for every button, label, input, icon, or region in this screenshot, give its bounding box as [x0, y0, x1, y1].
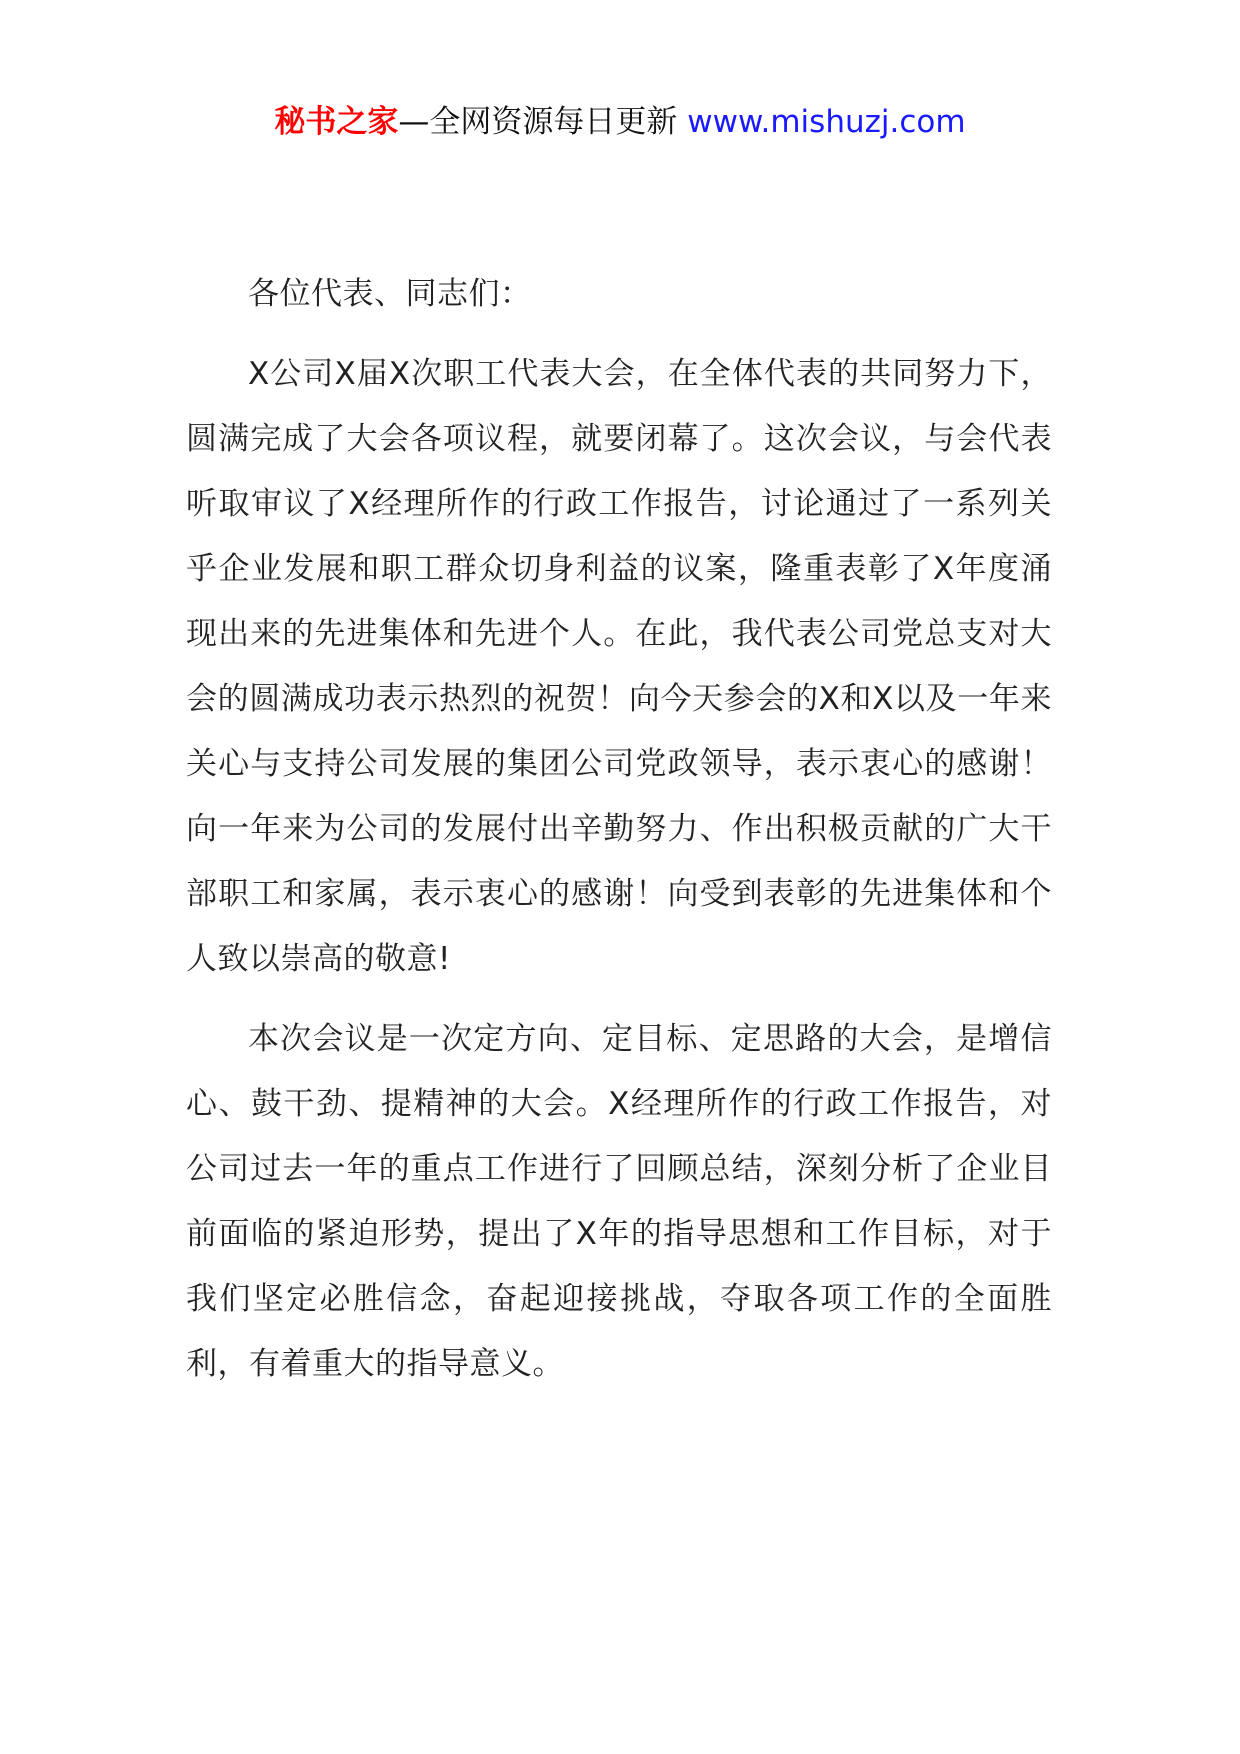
paragraph-1: X公司X届X次职工代表大会，在全体代表的共同努力下，圆满完成了大会各项议程，就要闭幕了。这次会议，与会代表听取审议了X经理所作的行政工作报告，讨论通过了一系列关乎企业发展和职工群众切身利益的议案，隆重表彰了X年度涌现出来的先进集体和先进个人。在此，我代表公司党总支对大会的圆满成功表示热烈的祝贺！向今天参会的X和X以及一年来关心与支持公司发展的集团公司党政领导，表示衷心的感谢！向一年来为公司的发展付出辛勤努力、作出积极贡献的广大干部职工和家属，表示衷心的感谢！向受到表彰的先进集体和个人致以崇高的敬意!	[186, 356, 1052, 977]
website-link[interactable]: www.mishuzj.com	[687, 104, 966, 140]
page-header	[0, 100, 1240, 144]
brand-name: 秘书之家	[274, 104, 399, 140]
header-tagline: —全网资源每日更新	[398, 104, 678, 140]
document-body	[186, 262, 1052, 1412]
paragraph-2: 本次会议是一次定方向、定目标、定思路的大会，是增信心、鼓干劲、提精神的大会。X经理所作的行政工作报告，对公司过去一年的重点工作进行了回顾总结，深刻分析了企业目前面临的紧迫形势，提出了X年的指导思想和工作目标，对于我们坚定必胜信念，奋起迎接挑战，夺取各项工作的全面胜利，有着重大的指导意义。	[186, 1021, 1052, 1382]
salutation: 各位代表、同志们：	[248, 276, 532, 312]
